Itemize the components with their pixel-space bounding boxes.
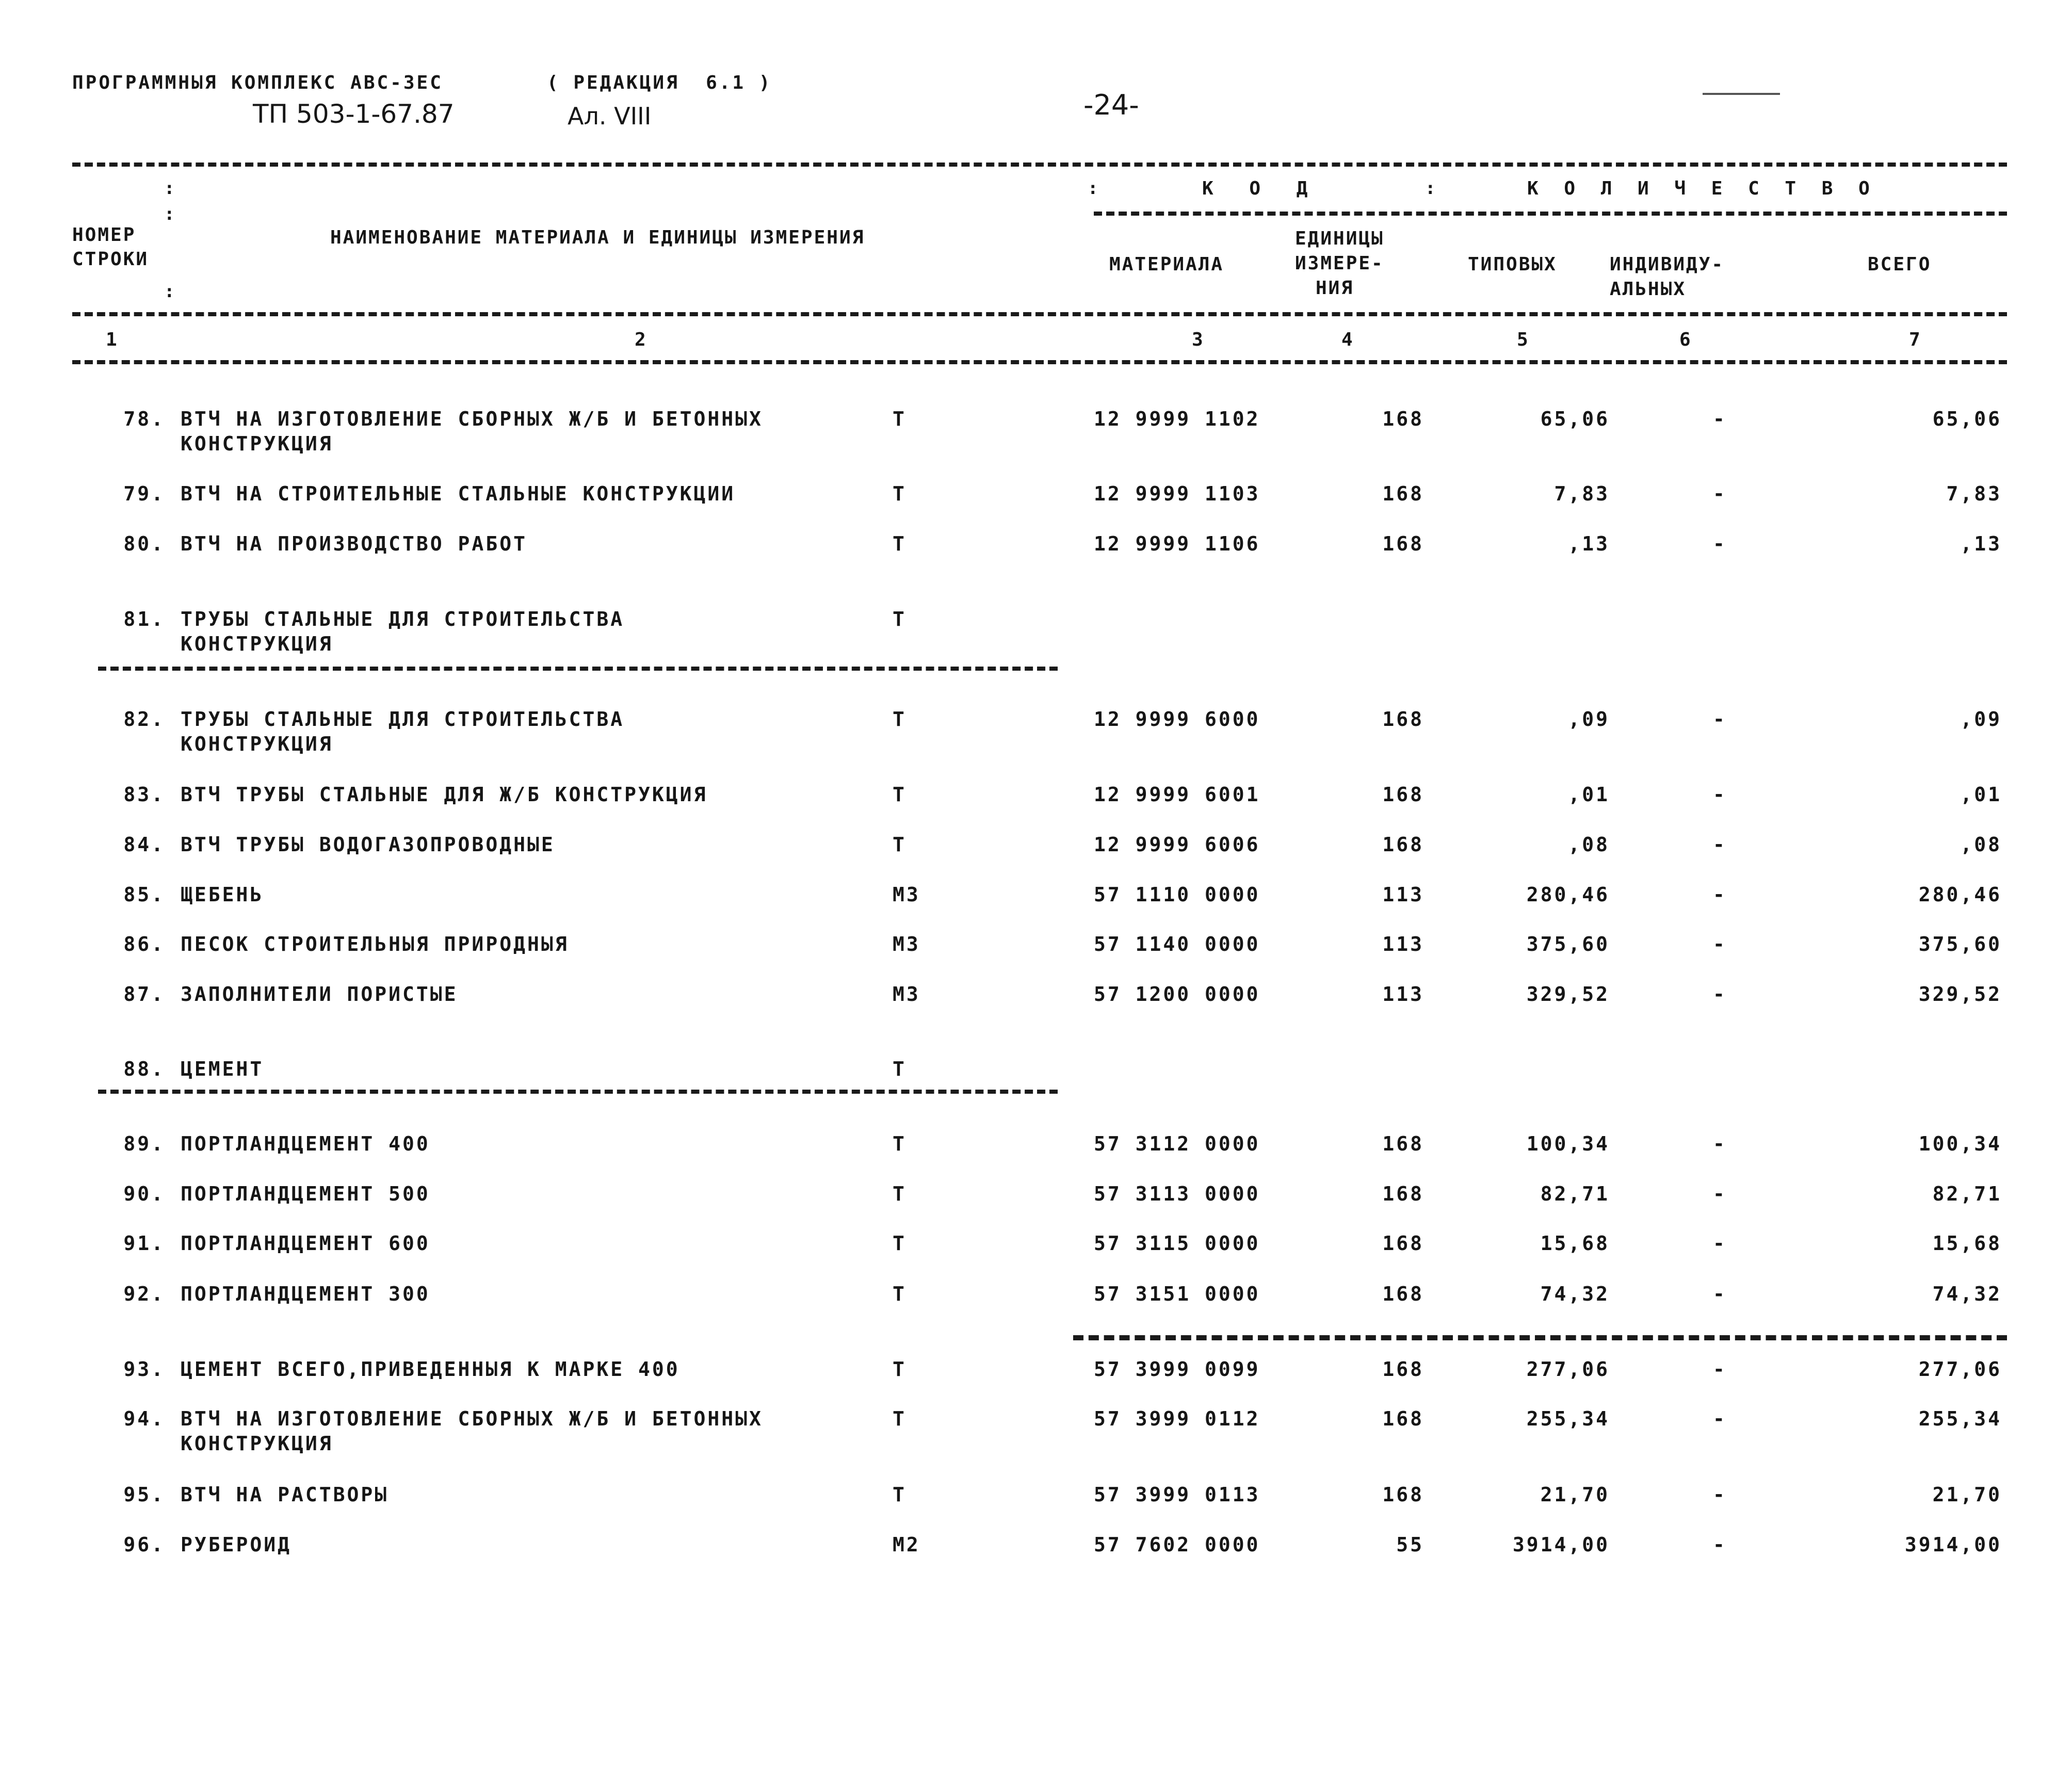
material-code: 12 9999 1102 [1094,408,1260,430]
row-number: 89. [123,1132,165,1155]
unit-code: 168 [1382,482,1424,505]
individual-quantity: - [1713,408,1727,430]
row-number: 88. [123,1058,165,1080]
unit-of-measure: Т [893,1483,906,1506]
total-quantity: 329,52 [1918,983,2002,1006]
row-number: 80. [123,532,165,555]
material-name: ВТЧ ТРУБЫ СТАЛЬНЫЕ ДЛЯ Ж/Б КОНСТРУКЦИЯ [181,783,708,806]
individual-quantity: - [1713,833,1727,856]
group-separator-rule [98,667,1058,671]
unit-code: 113 [1382,883,1424,906]
column-number: 7 [1909,329,1922,350]
album-label: Ал. VIII [568,102,652,130]
unit-code: 168 [1382,408,1424,430]
individual-quantity: - [1713,1483,1727,1506]
total-quantity: 65,06 [1932,408,2002,430]
unit-of-measure: Т [893,833,906,856]
typical-quantity: 15,68 [1540,1232,1610,1255]
row-number: 83. [123,783,165,806]
row-number: 84. [123,833,165,856]
total-quantity: 74,32 [1932,1283,2002,1305]
typical-quantity: 21,70 [1540,1483,1610,1506]
material-name: ВТЧ НА ИЗГОТОВЛЕНИЕ СБОРНЫХ Ж/Б И БЕТОННЫХ [181,408,763,430]
total-quantity: ,13 [1960,532,2002,555]
material-code: 12 9999 1106 [1094,532,1260,555]
typical-quantity: 375,60 [1526,933,1610,955]
unit-code: 168 [1382,1132,1424,1155]
unit-of-measure: Т [893,608,906,630]
header-separator: : [1088,178,1098,199]
row-number: 87. [123,983,165,1006]
row-number: 93. [123,1358,165,1381]
header-bottom-rule [72,312,2007,316]
material-name: ТРУБЫ СТАЛЬНЫЕ ДЛЯ СТРОИТЕЛЬСТВА [181,608,625,630]
total-quantity: 7,83 [1946,482,2002,505]
header-separator: : [164,204,175,224]
row-number: 79. [123,482,165,505]
row-number-header-line2: СТРОКИ [72,249,149,270]
typical-quantity: 82,71 [1540,1182,1610,1205]
code-qty-sub-rule [1094,212,2007,216]
row-number: 94. [123,1407,165,1430]
unit-of-measure: Т [893,482,906,505]
individual-quantity: - [1713,1232,1727,1255]
code-group-header: К О Д [1202,178,1320,199]
material-name-continuation: КОНСТРУКЦИЯ [181,733,333,755]
column-number-rule [72,360,2007,364]
material-code: 12 9999 6001 [1094,783,1260,806]
material-name: ПОРТЛАНДЦЕМЕНТ 500 [181,1182,430,1205]
code-unit-header: ЕДИНИЦЫ [1295,228,1384,249]
row-number: 86. [123,933,165,955]
total-quantity: ,09 [1960,708,2002,731]
unit-of-measure: Т [893,1058,906,1080]
unit-of-measure: Т [893,1132,906,1155]
material-code: 57 3999 0099 [1094,1358,1260,1381]
row-number: 96. [123,1533,165,1556]
unit-code: 168 [1382,1283,1424,1305]
total-header: ВСЕГО [1868,254,1932,275]
column-number: 2 [635,329,648,350]
individual-quantity: - [1713,883,1727,906]
individual-quantity: - [1713,1132,1727,1155]
program-line: ПРОГРАММНЫЯ КОМПЛЕКС АВС-ЗЕС [72,72,443,93]
individual-quantity: - [1713,783,1727,806]
material-code: 57 3112 0000 [1094,1132,1260,1155]
quantity-group-header: К О Л И Ч Е С Т В О [1527,178,1877,199]
unit-of-measure: Т [893,1182,906,1205]
unit-of-measure: М3 [893,983,920,1006]
material-name: ТРУБЫ СТАЛЬНЫЕ ДЛЯ СТРОИТЕЛЬСТВА [181,708,625,731]
material-name: ВТЧ НА РАСТВОРЫ [181,1483,389,1506]
material-name: ВТЧ НА ИЗГОТОВЛЕНИЕ СБОРНЫХ Ж/Б И БЕТОННЫХ [181,1407,763,1430]
unit-code: 168 [1382,708,1424,731]
unit-code: 168 [1382,1182,1424,1205]
total-quantity: 21,70 [1932,1483,2002,1506]
unit-code: 113 [1382,983,1424,1006]
material-code: 57 1140 0000 [1094,933,1260,955]
table-top-rule [72,163,2007,167]
total-quantity: 375,60 [1918,933,2002,955]
individual-quantity: - [1713,1533,1727,1556]
typical-quantity: 3914,00 [1512,1533,1610,1556]
material-code: 57 3999 0112 [1094,1407,1260,1430]
typical-quantity: 100,34 [1526,1132,1610,1155]
material-name: ПОРТЛАНДЦЕМЕНТ 600 [181,1232,430,1255]
individual-header: ИНДИВИДУ- [1610,254,1725,275]
material-name-continuation: КОНСТРУКЦИЯ [181,633,333,655]
code-material-header: МАТЕРИАЛА [1109,254,1224,275]
total-quantity: 100,34 [1918,1132,2002,1155]
unit-of-measure: Т [893,1232,906,1255]
typical-header: ТИПОВЫХ [1468,254,1557,275]
material-name: ВТЧ ТРУБЫ ВОДОГАЗОПРОВОДНЫЕ [181,833,555,856]
row-number: 90. [123,1182,165,1205]
row-number: 91. [123,1232,165,1255]
total-quantity: 277,06 [1918,1358,2002,1381]
corner-mark [1703,93,1780,95]
header-separator: : [164,281,175,302]
material-name: ЦЕМЕНТ ВСЕГО,ПРИВЕДЕННЫЯ К МАРКЕ 400 [181,1358,680,1381]
row-number: 95. [123,1483,165,1506]
column-number: 6 [1679,329,1692,350]
typical-quantity: ,08 [1568,833,1610,856]
column-number: 3 [1192,329,1205,350]
typical-quantity: 7,83 [1554,482,1610,505]
material-code: 57 1110 0000 [1094,883,1260,906]
individual-quantity: - [1713,933,1727,955]
total-quantity: 255,34 [1918,1407,2002,1430]
column-number: 5 [1517,329,1530,350]
material-name: ЦЕМЕНТ [181,1058,264,1080]
typical-quantity: 74,32 [1540,1283,1610,1305]
material-name-continuation: КОНСТРУКЦИЯ [181,1432,333,1455]
material-name: ВТЧ НА СТРОИТЕЛЬНЫЕ СТАЛЬНЫЕ КОНСТРУКЦИИ [181,482,736,505]
name-header: НАИМЕНОВАНИЕ МАТЕРИАЛА И ЕДИНИЦЫ ИЗМЕРЕНИЯ [330,227,865,248]
unit-code: 168 [1382,1407,1424,1430]
row-number: 81. [123,608,165,630]
unit-of-measure: Т [893,1358,906,1381]
code-unit-header-line3: НИЯ [1316,278,1354,299]
unit-code: 168 [1382,1232,1424,1255]
individual-quantity: - [1713,1358,1727,1381]
material-name: ПЕСОК СТРОИТЕЛЬНЫЯ ПРИРОДНЫЯ [181,933,569,955]
typical-quantity: 277,06 [1526,1358,1610,1381]
total-separator-rule [1073,1335,2007,1340]
unit-of-measure: М3 [893,883,920,906]
unit-of-measure: М3 [893,933,920,955]
total-quantity: ,01 [1960,783,2002,806]
typical-quantity: 65,06 [1540,408,1610,430]
material-code: 57 3113 0000 [1094,1182,1260,1205]
individual-quantity: - [1713,708,1727,731]
unit-code: 168 [1382,1358,1424,1381]
typical-quantity: 280,46 [1526,883,1610,906]
row-number: 82. [123,708,165,731]
material-name: ЗАПОЛНИТЕЛИ ПОРИСТЫЕ [181,983,458,1006]
unit-code: 168 [1382,833,1424,856]
material-code: 57 1200 0000 [1094,983,1260,1006]
page-number: -24- [1083,89,1139,121]
unit-of-measure: Т [893,1407,906,1430]
row-number-header: НОМЕР [72,224,136,246]
material-name: РУБЕРОИД [181,1533,292,1556]
typical-quantity: 255,34 [1526,1407,1610,1430]
material-code: 12 9999 1103 [1094,482,1260,505]
unit-code: 168 [1382,532,1424,555]
material-code: 57 3115 0000 [1094,1232,1260,1255]
group-separator-rule [98,1090,1058,1094]
typical-quantity: ,01 [1568,783,1610,806]
row-number: 78. [123,408,165,430]
material-code: 12 9999 6000 [1094,708,1260,731]
total-quantity: 82,71 [1932,1182,2002,1205]
unit-of-measure: Т [893,1283,906,1305]
individual-quantity: - [1713,482,1727,505]
header-separator: : [1425,178,1436,199]
column-number: 1 [106,329,119,350]
row-number: 85. [123,883,165,906]
material-code: 57 3999 0113 [1094,1483,1260,1506]
typical-quantity: ,09 [1568,708,1610,731]
total-quantity: ,08 [1960,833,2002,856]
total-quantity: 15,68 [1932,1232,2002,1255]
unit-of-measure: Т [893,783,906,806]
material-name-continuation: КОНСТРУКЦИЯ [181,432,333,455]
column-number: 4 [1341,329,1354,350]
unit-code: 55 [1396,1533,1424,1556]
unit-of-measure: Т [893,532,906,555]
unit-of-measure: Т [893,708,906,731]
total-quantity: 3914,00 [1904,1533,2002,1556]
material-name: ВТЧ НА ПРОИЗВОДСТВО РАБОТ [181,532,527,555]
material-name: ПОРТЛАНДЦЕМЕНТ 300 [181,1283,430,1305]
material-code: 57 3151 0000 [1094,1283,1260,1305]
row-number: 92. [123,1283,165,1305]
material-code: 12 9999 6006 [1094,833,1260,856]
unit-code: 168 [1382,1483,1424,1506]
unit-of-measure: Т [893,408,906,430]
material-name: ЩЕБЕНЬ [181,883,264,906]
individual-quantity: - [1713,1182,1727,1205]
typical-quantity: ,13 [1568,532,1610,555]
individual-quantity: - [1713,532,1727,555]
material-name: ПОРТЛАНДЦЕМЕНТ 400 [181,1132,430,1155]
unit-code: 113 [1382,933,1424,955]
individual-quantity: - [1713,1283,1727,1305]
project-number: ТП 503-1-67.87 [253,99,455,129]
individual-quantity: - [1713,1407,1727,1430]
code-unit-header-line2: ИЗМЕРЕ- [1295,253,1384,274]
material-code: 57 7602 0000 [1094,1533,1260,1556]
typical-quantity: 329,52 [1526,983,1610,1006]
individual-header-line2: АЛЬНЫХ [1610,279,1687,300]
edition-label: ( РЕДАКЦИЯ 6.1 ) [547,72,772,93]
unit-code: 168 [1382,783,1424,806]
unit-of-measure: М2 [893,1533,920,1556]
header-separator: : [164,178,175,199]
individual-quantity: - [1713,983,1727,1006]
total-quantity: 280,46 [1918,883,2002,906]
